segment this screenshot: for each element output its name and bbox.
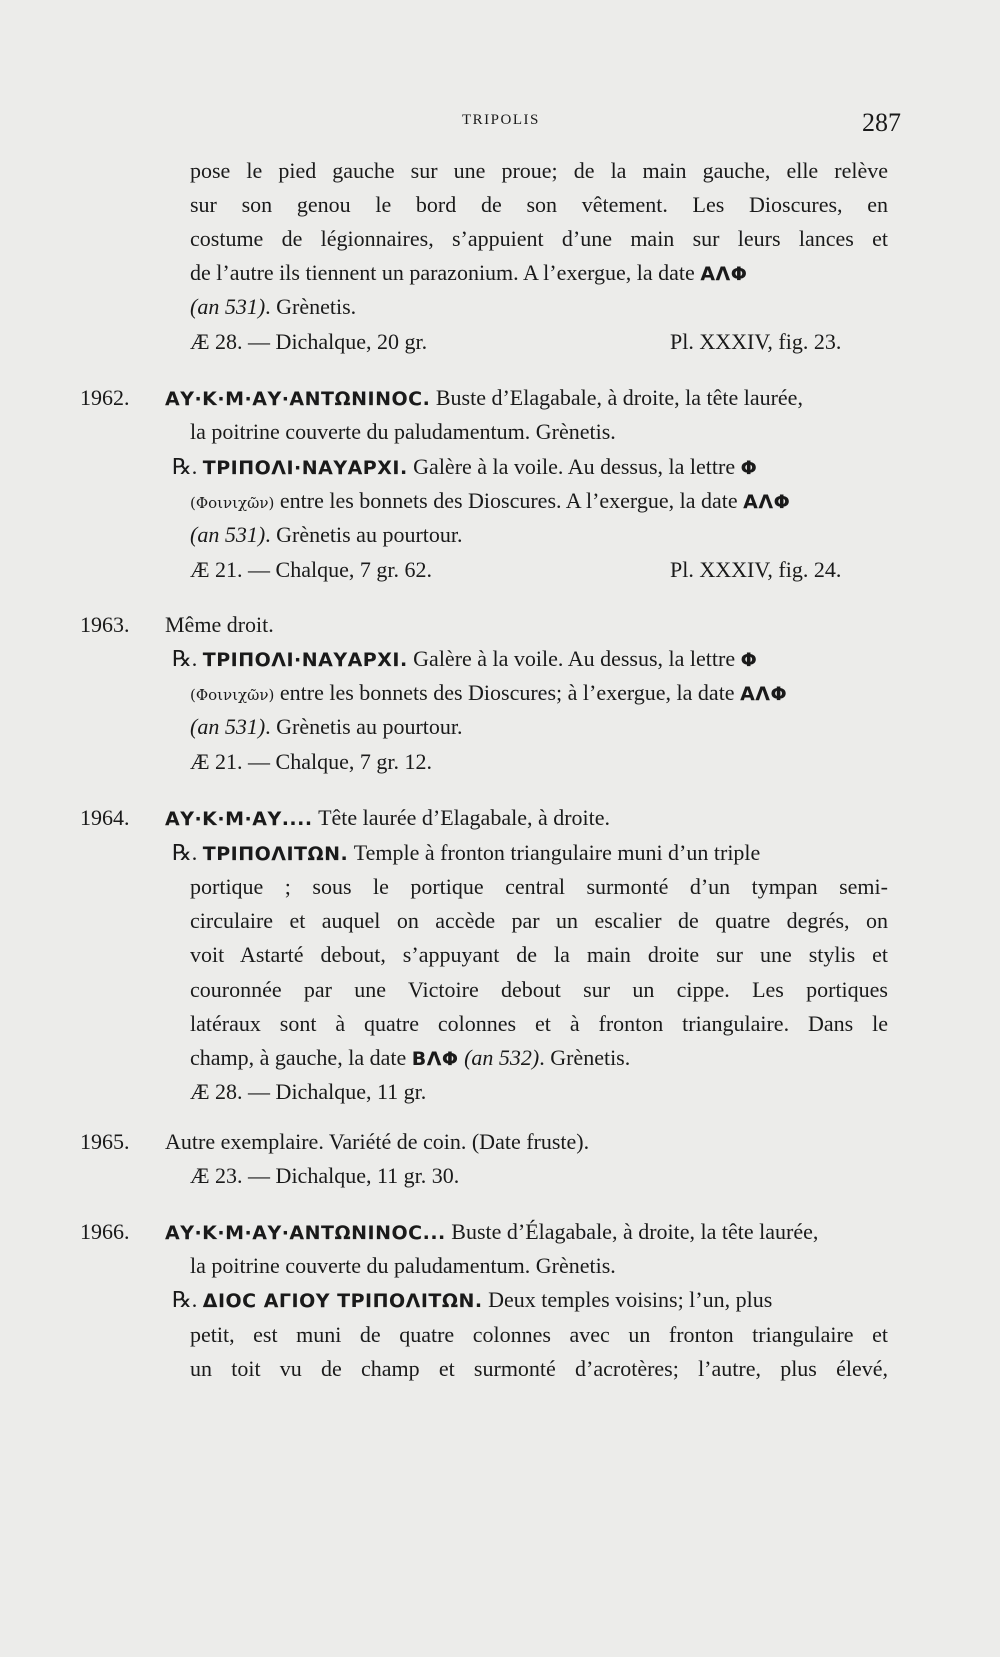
text-line <box>190 712 463 742</box>
obverse-legend: ΑΥ·Κ·Μ·ΑΥ·ΑΝΤΩΝΙΝΟϹ... <box>165 1222 446 1244</box>
entry-number: 1966. <box>80 1219 130 1244</box>
obverse-legend: ΑΥ·Κ·Μ·ΑΥ.... <box>165 808 313 830</box>
text-line <box>165 1217 818 1248</box>
text-line <box>172 452 757 483</box>
greek-letter: Φ <box>740 457 758 479</box>
text-line: la poitrine couverte du paludamentum. Grènetis. <box>190 1253 616 1278</box>
text-span: Galère à la voile. Au dessus, la lettre <box>407 454 741 479</box>
reverse-symbol: ℞. <box>172 454 203 479</box>
date-year: (an 531) <box>190 714 266 739</box>
text-line <box>190 1043 630 1074</box>
entry-number: 1965. <box>80 1129 130 1154</box>
coin-metrics: Æ 21. — Chalque, 7 gr. 12. <box>190 749 432 774</box>
text-span: . Grènetis. <box>539 1045 631 1070</box>
obverse-legend: ΑΥ·Κ·Μ·ΑΥ·ΑΝΤΩΝΙΝΟϹ. <box>165 388 431 410</box>
text-span: . Grènetis. <box>265 294 357 319</box>
date-legend: ΑΛΦ <box>700 263 748 285</box>
plate-reference: Pl. XXXIV, fig. 23. <box>670 329 842 354</box>
text-span: . Grènetis au pourtour. <box>265 522 463 547</box>
text-span: entre les bonnets des Dioscures. A l’exergue, la date <box>274 488 744 513</box>
reverse-legend: ΔΙΟϹ ΑΓΙΟΥ ΤΡΙΠΟΛΙΤΩΝ. <box>202 1290 483 1312</box>
coin-metrics: Æ 23. — Dichalque, 11 gr. 30. <box>190 1163 460 1188</box>
coin-metrics: Æ 28. — Dichalque, 11 gr. <box>190 1079 427 1104</box>
text-line <box>172 1285 772 1316</box>
reverse-symbol: ℞. <box>172 646 203 671</box>
text-span: de l’autre ils tiennent un parazonium. A l’exergue, la date <box>190 260 701 285</box>
date-legend: ΑΛΦ <box>743 491 791 513</box>
reverse-symbol: ℞. <box>172 840 203 865</box>
entry-number: 1964. <box>80 805 130 830</box>
text-line <box>190 520 463 550</box>
reverse-legend: ΤΡΙΠΟΛΙ·ΝΑΥΑΡΧΙ. <box>202 649 408 671</box>
greek-word: (Φοινιχῶν) <box>190 494 275 512</box>
text-span: Deux temples voisins; l’un, plus <box>482 1287 773 1312</box>
date-year: (an 531) <box>190 294 266 319</box>
text-line: Autre exemplaire. Variété de coin. (Date fruste). <box>165 1129 590 1154</box>
text-span: champ, à gauche, la date <box>190 1045 412 1070</box>
text-line: petit, est muni de quatre colonnes avec un fronton triangulaire et <box>190 1322 888 1347</box>
text-line: la poitrine couverte du paludamentum. Grènetis. <box>190 419 616 444</box>
reverse-legend: ΤΡΙΠΟΛΙ·ΝΑΥΑΡΧΙ. <box>202 457 408 479</box>
greek-word: (Φοινιχῶν) <box>190 686 275 704</box>
text-span: Galère à la voile. Au dessus, la lettre <box>407 646 741 671</box>
text-span: Buste d’Élagabale, à droite, la tête laurée, <box>445 1219 819 1244</box>
text-line <box>172 838 760 869</box>
text-span: Buste d’Elagabale, à droite, la tête laurée, <box>430 385 803 410</box>
text-line: circulaire et auquel on accède par un escalier de quatre degrés, on <box>190 908 888 933</box>
reverse-legend: ΤΡΙΠΟΛΙΤΩΝ. <box>202 843 349 865</box>
text-line: voit Astarté debout, s’appuyant de la main droite sur une stylis et <box>190 942 888 967</box>
text-line <box>190 678 787 710</box>
text-line: latéraux sont à quatre colonnes et à fronton triangulaire. Dans le <box>190 1011 888 1036</box>
text-line <box>190 486 790 518</box>
text-line <box>172 644 757 675</box>
text-line: Même droit. <box>165 612 274 637</box>
text-line <box>165 803 610 834</box>
coin-metrics: Æ 21. — Chalque, 7 gr. 62. <box>190 557 432 582</box>
running-head <box>0 108 1000 138</box>
entry-number: 1962. <box>80 385 130 410</box>
text-span: Temple à fronton triangulaire muni d’un triple <box>348 840 761 865</box>
text-line: costume de légionnaires, s’appuient d’une main sur leurs lances et <box>190 226 888 251</box>
text-line <box>190 292 356 322</box>
date-legend: ΒΛΦ <box>411 1048 459 1070</box>
date-legend: ΑΛΦ <box>740 683 788 705</box>
text-line: un toit vu de champ et surmonté d’acrotères; l’autre, plus élevé, <box>190 1356 888 1381</box>
text-line: portique ; sous le portique central surmonté d’un tympan semi- <box>190 874 888 899</box>
text-line <box>165 383 803 414</box>
running-title: TRIPOLIS <box>462 112 540 128</box>
text-span: entre les bonnets des Dioscures; à l’exergue, la date <box>274 680 741 705</box>
plate-reference: Pl. XXXIV, fig. 24. <box>670 557 842 582</box>
text-span: Tête laurée d’Elagabale, à droite. <box>312 805 611 830</box>
date-year: (an 532) <box>458 1045 540 1070</box>
greek-letter: Φ <box>740 649 758 671</box>
text-line <box>190 258 747 289</box>
text-line: couronnée par une Victoire debout sur un cippe. Les portiques <box>190 977 888 1002</box>
text-span: . Grènetis au pourtour. <box>265 714 463 739</box>
text-line: sur son genou le bord de son vêtement. Les Dioscures, en <box>190 192 888 217</box>
entry-number: 1963. <box>80 612 130 637</box>
text-line: pose le pied gauche sur une proue; de la main gauche, elle relève <box>190 158 888 183</box>
reverse-symbol: ℞. <box>172 1287 203 1312</box>
coin-metrics: Æ 28. — Dichalque, 20 gr. <box>190 329 428 354</box>
date-year: (an 531) <box>190 522 266 547</box>
page-number: 287 <box>862 108 901 137</box>
